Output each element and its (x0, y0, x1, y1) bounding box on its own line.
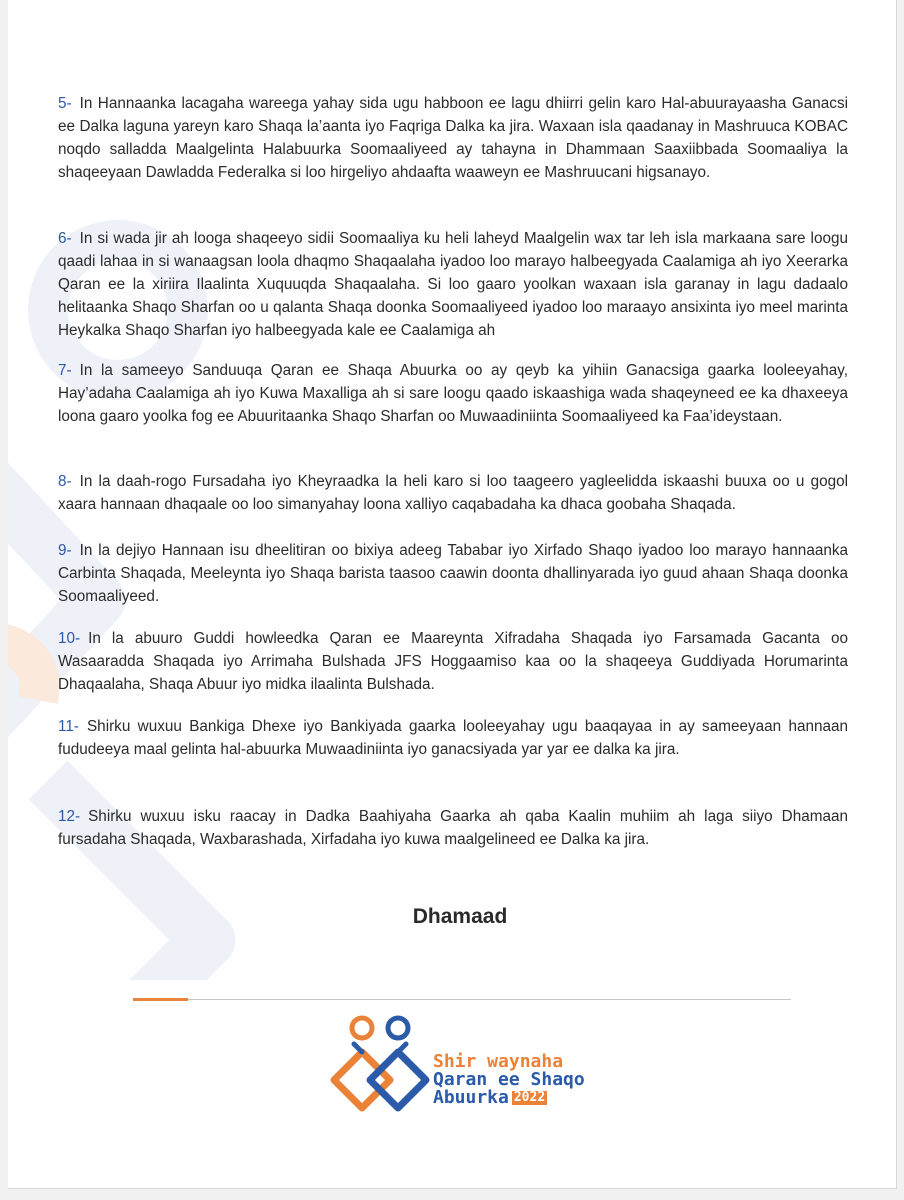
item-text: In Hannaanka lacagaha wareega yahay sida ugu habboon ee lagu dhiirri gelin karo Hal-abuurayaasha Ganacsi ee Dalka laguna yareyn karo Shaqa la’aanta iyo Faqriga Dalka ka jira. Waxaan isla qaadanay in Mashruuca KOBAC noqdo salladda Maalgelinta Halabuurka Soomaaliyeed ay tahayna in Dhammaan Saaxiibbada Soomaaliya la shaqeeyaan Dawladda Federalka si loo hirgeliyo ahdaafta waaweyn ee Mashruucani higsanayo. (58, 95, 848, 181)
paragraph-item-6 (58, 227, 848, 342)
paragraph-item-10 (58, 627, 848, 696)
item-text: In la daah-rogo Fursadaha iyo Kheyraadka la heli karo si loo taageero yagleelidda iskaashi buuxa oo u gogol xaara hannaan dhaqaale oo loo simanyahay loona xalliyo caqabadaha ka dhaca goobaha Shaqada. (58, 473, 848, 513)
item-text: Shirku wuxuu isku raacay in Dadka Baahiyaha Gaarka ah qaba Kaalin muhiim ah laga siiyo Dhamaan fursadaha Shaqada, Waxbarashada, Xirfadaha iyo kuwa maalgelineed ee Dalka ka jira. (58, 808, 848, 848)
event-logo-text (433, 1053, 585, 1107)
paragraph-item-5 (58, 92, 848, 184)
item-text: In la dejiyo Hannaan isu dheelitiran oo bixiya adeeg Tababar iyo Xirfado Shaqo iyadoo loo marayo hannaanka Carbinta Shaqada, Meeleynta iyo Shaqa barista taasoo caawin doonta dhallinyarada iyo guud ahaan Shaqa doonka Soomaaliyeed. (58, 542, 848, 605)
item-text: In la abuuro Guddi howleedka Qaran ee Maareynta Xifradaha Shaqada iyo Farsamada Gacanta oo Wasaaradda Shaqada iyo Arrimaha Bulshada JFS Hoggaamiso kaa oo la shaqeeya Guddiyada Horumarinta Dhaqaalaha, Shaqa Abuur iyo midka ilaalinta Bulshada. (58, 630, 848, 693)
logo-line-2: Qaran ee Shaqo (433, 1069, 585, 1090)
item-number: 8- (58, 473, 72, 490)
paragraph-item-12 (58, 805, 848, 851)
paragraph-item-11 (58, 715, 848, 761)
footer-divider (133, 999, 791, 1000)
footer-divider-accent (133, 998, 188, 1001)
logo-year-badge: 2022 (513, 1090, 546, 1105)
item-number: 12- (58, 808, 81, 825)
item-text: In si wada jir ah looga shaqeeyo sidii Soomaaliya ku heli laheyd Maalgelin wax tar leh isla markaana sare loogu qaadi lahaa in si wanaagsan loola dhaqmo Shaqaalaha iyadoo loo marayo halbeegyada Caalamiga ah iyo Xeerarka Qaran ee la xiriira Ilaalinta Xuquuqda Shaqaalaha. Si loo gaaro yoolkan waxaan isla garanay in lagu dadaalo helitaanka Shaqo Sharfan oo u qalanta Shaqa doonka Soomaaliyeed iyadoo loo maraayo ansixinta iyo meel marinta Heykalka Shaqo Sharfan iyo halbeegyada kale ee Caalamiga ah (58, 230, 848, 339)
paragraph-item-7 (58, 359, 848, 428)
paragraph-item-8 (58, 470, 848, 516)
item-number: 7- (58, 362, 72, 379)
closing-heading: Dhamaad (412, 905, 508, 928)
document-page (8, 0, 897, 1189)
item-number: 10- (58, 630, 81, 647)
item-number: 11- (58, 718, 79, 735)
logo-line-3: Abuurka (433, 1087, 509, 1108)
paragraph-item-9 (58, 539, 848, 608)
item-text: In la sameeyo Sanduuqa Qaran ee Shaqa Abuurka oo ay qeyb ka yihiin Ganacsiga gaarka looleeyahay, Hay’adaha Caalamiga ah iyo Kuwa Maxalliga ah si sare loogu qaado iskaashiga wada shaqeyneed ee ka dhaxeeya loona gaaro yoolka fog ee Abuuritaanka Shaqo Sharfan oo Muwaadiniinta Soomaaliyeed ka Faa’ideystaan. (58, 362, 848, 425)
item-number: 6- (58, 230, 72, 247)
item-number: 9- (58, 542, 72, 559)
logo-line-1: Shir waynaha (433, 1051, 564, 1072)
item-number: 5- (58, 95, 72, 112)
item-text: Shirku wuxuu Bankiga Dhexe iyo Bankiyada gaarka looleeyahay ugu baaqayaa in ay sameeyaan hannaan fududeeya maal gelinta hal-abuurka Muwaadiniinta iyo ganacsiyada yar yar ee dalka ka jira. (58, 718, 848, 758)
